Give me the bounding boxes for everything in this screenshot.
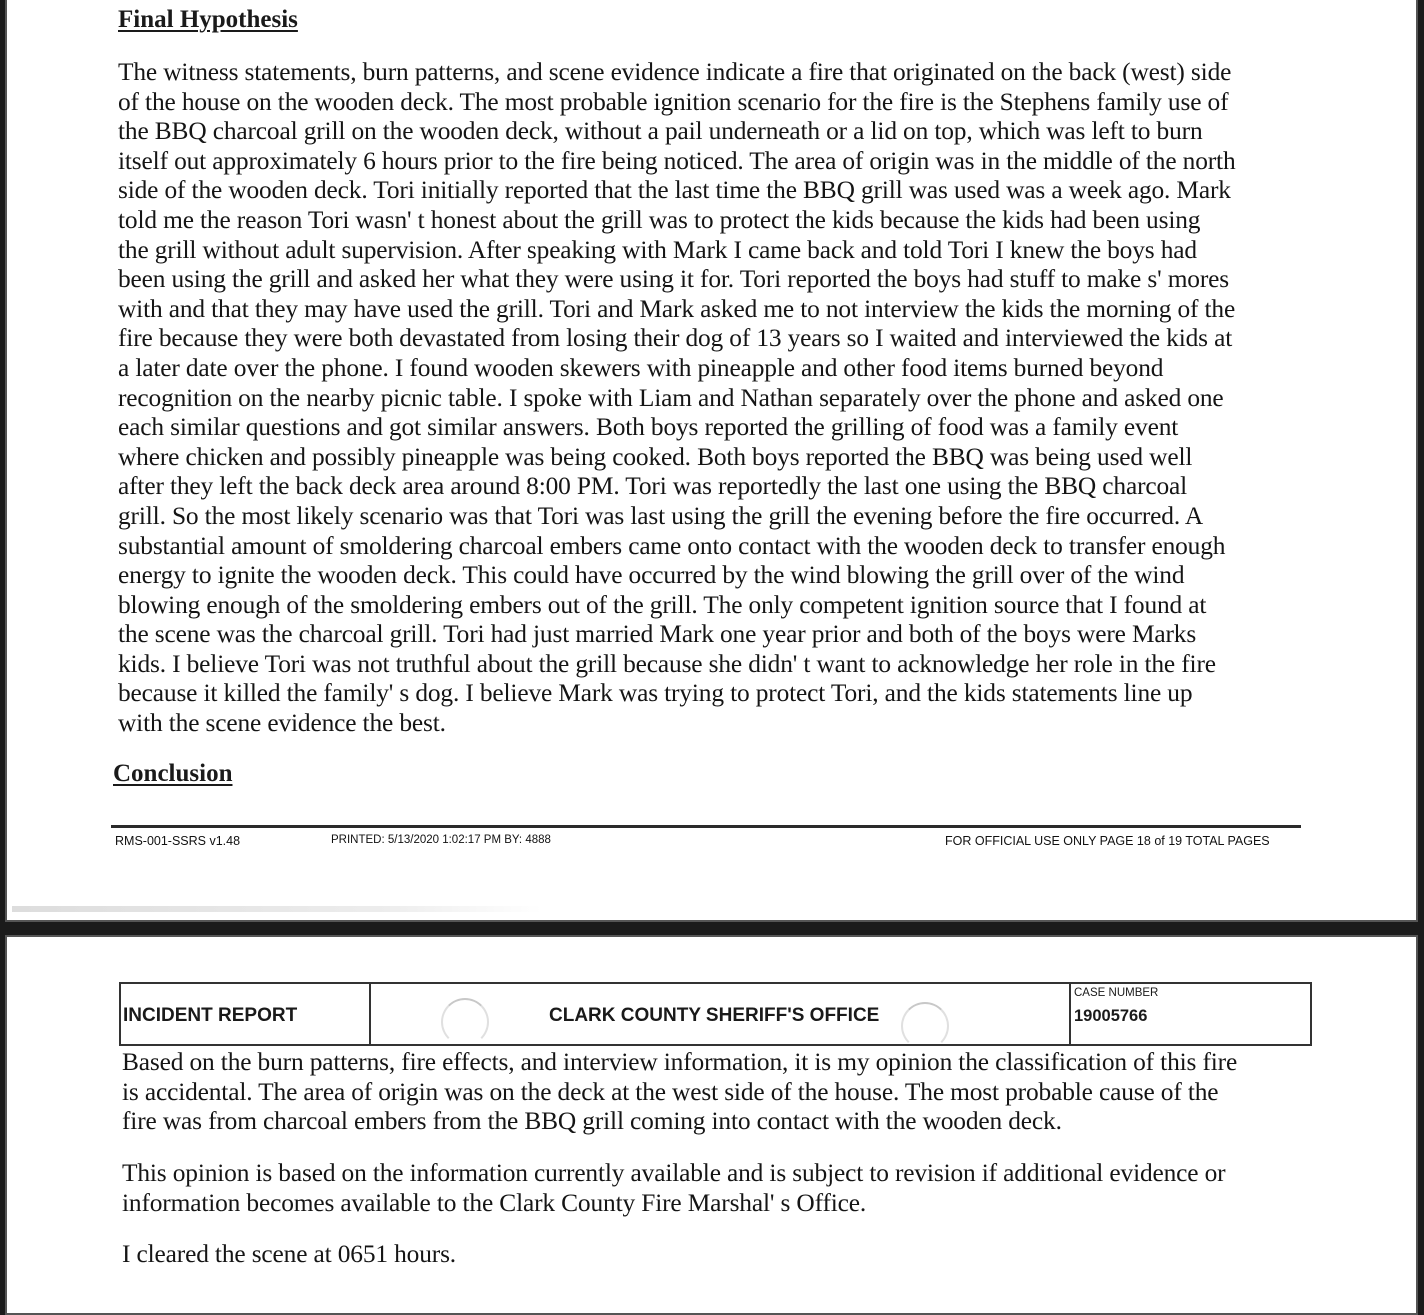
case-number-label: CASE NUMBER	[1074, 987, 1159, 999]
header-case-number-cell	[1071, 984, 1310, 1044]
text-line: blowing enough of the smoldering embers out of the grill. The only competent ignition source that I found at	[118, 590, 1207, 619]
final-hypothesis-heading: Final Hypothesis	[118, 6, 298, 33]
text-line: the grill without adult supervision. After speaking with Mark I came back and told Tori I knew the boys had	[118, 235, 1197, 264]
text-line: side of the wooden deck. Tori initially reported that the last time the BBQ grill was used was a week ago. Mark	[118, 176, 1231, 205]
final-hypothesis-body	[118, 58, 1236, 739]
text-line: of the house on the wooden deck. The most probable ignition scenario for the fire is the Stephens family use of	[118, 87, 1229, 116]
text-line: recognition on the nearby picnic table. I spoke with Liam and Nathan separately over the phone and asked one	[118, 383, 1224, 412]
footer-page-info: FOR OFFICIAL USE ONLY PAGE 18 of 19 TOTAL PAGES	[945, 834, 1270, 848]
seal-watermark-icon	[441, 998, 489, 1046]
report-page-19	[5, 935, 1418, 1315]
footer-form-id: RMS-001-SSRS v1.48	[115, 834, 241, 848]
text-line: Based on the burn patterns, fire effects, and interview information, it is my opinion the classification of this fire	[122, 1048, 1238, 1076]
text-line: information becomes available to the Clark County Fire Marshal' s Office.	[122, 1188, 867, 1217]
text-line: kids. I believe Tori was not truthful about the grill because she didn' t want to acknowledge her role in the fire	[118, 649, 1216, 678]
text-line: told me the reason Tori wasn' t honest about the grill was to protect the kids because the kids had been using	[118, 205, 1201, 234]
text-line: the scene was the charcoal grill. Tori had just married Mark one year prior and both of the boys were Marks	[118, 620, 1197, 649]
text-line: the BBQ charcoal grill on the wooden deck, without a pail underneath or a lid on top, which was left to burn	[118, 117, 1203, 146]
text-line: with the scene evidence the best.	[118, 709, 446, 738]
text-line: because it killed the family' s dog. I believe Mark was trying to protect Tori, and the kids statements line up	[118, 679, 1193, 708]
text-line: after they left the back deck area around 8:00 PM. Tori was reportedly the last one using the BBQ charcoal	[118, 472, 1188, 501]
text-line: energy to ignite the wooden deck. This could have occurred by the wind blowing the grill over of the wind	[118, 561, 1185, 590]
text-line: with and that they may have used the grill. Tori and Mark asked me to not interview the kids the morning of the	[118, 294, 1236, 323]
footer-printed-info: PRINTED: 5/13/2020 1:02:17 PM BY: 4888	[331, 834, 551, 846]
text-line: a later date over the phone. I found wooden skewers with pineapple and other food items burned beyond	[118, 353, 1164, 382]
text-line: The witness statements, burn patterns, and scene evidence indicate a fire that originated on the back (west) side	[118, 58, 1232, 86]
conclusion-paragraph-classification	[122, 1048, 1237, 1137]
text-line: is accidental. The area of origin was on the deck at the west side of the house. The most probable cause of the	[122, 1077, 1219, 1106]
text-line: been using the grill and asked her what they were using it for. Tori reported the boys had stuff to make s' mores	[118, 265, 1229, 294]
text-line: I cleared the scene at 0651 hours.	[122, 1240, 457, 1268]
footer-divider	[111, 825, 1301, 828]
conclusion-paragraph-disclaimer	[122, 1159, 1225, 1218]
text-line: fire because they were both devastated from losing their dog of 13 years so I waited and interviewed the kids at	[118, 324, 1233, 353]
conclusion-paragraph-scene-cleared	[122, 1240, 456, 1270]
conclusion-heading: Conclusion	[113, 760, 233, 787]
report-page-18	[5, 0, 1418, 922]
seal-watermark-icon	[901, 1002, 949, 1050]
text-line: This opinion is based on the information currently available and is subject to revision if additional evidence or	[122, 1159, 1226, 1187]
scan-artifact	[12, 906, 542, 912]
text-line: substantial amount of smoldering charcoal embers came onto contact with the wooden deck to transfer enough	[118, 531, 1226, 560]
header-agency-cell	[371, 984, 1071, 1044]
text-line: itself out approximately 6 hours prior to the fire being noticed. The area of origin was in the middle of the north	[118, 146, 1236, 175]
header-report-type-cell	[121, 984, 371, 1044]
case-number-value: 19005766	[1074, 1007, 1148, 1025]
report-type-label: INCIDENT REPORT	[123, 1005, 298, 1026]
text-line: grill. So the most likely scenario was that Tori was last using the grill the evening before the fire occurred. A	[118, 501, 1204, 530]
agency-name: CLARK COUNTY SHERIFF'S OFFICE	[549, 1005, 880, 1026]
text-line: where chicken and possibly pineapple was being cooked. Both boys reported the BBQ was being used well	[118, 442, 1193, 471]
report-header-table	[119, 982, 1312, 1046]
text-line: fire was from charcoal embers from the BBQ grill coming into contact with the wooden deck.	[122, 1107, 1062, 1136]
text-line: each similar questions and got similar answers. Both boys reported the grilling of food was a family event	[118, 413, 1179, 442]
